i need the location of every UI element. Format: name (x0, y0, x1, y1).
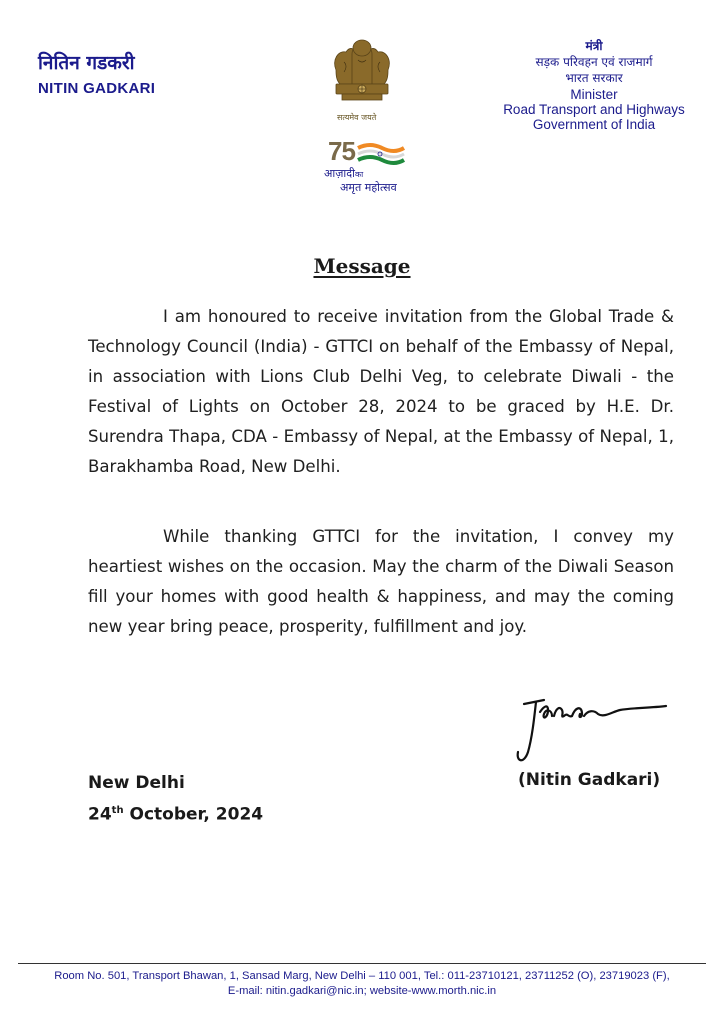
designation-english-3: Government of India (532, 117, 656, 132)
date-text (88, 797, 263, 829)
emblem-motto: सत्यमेव जयते (337, 113, 377, 122)
footer-divider (18, 963, 706, 964)
designation-hindi-1: मंत्री (585, 39, 603, 53)
azadi-ka-amrit-mahotsav-logo (322, 132, 412, 194)
flag-waves-icon (356, 142, 406, 166)
date-day: 24 (88, 804, 112, 825)
sender-name-block (38, 52, 155, 97)
designation-hindi-2: सड़क परिवहन एवं राजमार्ग (535, 55, 653, 69)
national-emblem-icon (322, 32, 402, 114)
paragraph-1-text: I am honoured to receive invitation from the Global Trade & Technology Council (India) - GTTCI on behalf of the Embassy of Nepal, in association with Lions Club Delhi Veg, to celebrate Diwali - the Festival of Lights on October 28, 2024 to be graced by H.E. Dr. Surendra Thapa, CDA - Embassy of Nepal, at the Embassy of Nepal, 1, Barakhamba Road, New Delhi. (88, 307, 674, 476)
letter-title: Message (313, 254, 411, 278)
signatory-name: (Nitin Gadkari) (518, 770, 661, 790)
handwritten-signature (510, 690, 680, 772)
footer-address (0, 969, 724, 999)
designation-hindi-3: भारत सरकार (565, 71, 623, 85)
place-date-block (88, 770, 263, 829)
date-month-year: October, 2024 (123, 804, 264, 825)
azadi-text-line1 (324, 166, 363, 181)
footer-line-2: E-mail: nitin.gadkari@nic.in; website-www.morth.nic.in (227, 985, 497, 997)
sender-name-english: NITIN GADKARI (38, 80, 156, 97)
message-paragraph-1 (88, 302, 674, 482)
azadi-75-number: 75 (328, 136, 355, 166)
place-text: New Delhi (88, 773, 185, 793)
azadi-word: आज़ादी (324, 167, 355, 180)
paragraph-2-text: While thanking GTTCI for the invitation, I convey my heartiest wishes on the occasion. May the charm of the Diwali Season fill your homes with good health & happiness, and may the coming new year bring peace, prosperity, fulfillment and joy. (88, 527, 674, 636)
designation-english-1: Minister (570, 87, 618, 102)
designation-block (494, 38, 694, 132)
date-suffix: th (111, 805, 124, 816)
footer-line-1: Room No. 501, Transport Bhawan, 1, Sansad Marg, New Delhi – 110 001, Tel.: 011-23710121, 23711252 (O), 23719023 (F), (54, 970, 670, 982)
message-paragraph-2 (88, 522, 674, 642)
azadi-text-line2: अमृत महोत्सव (340, 181, 397, 194)
azadi-ka-word: का (354, 170, 364, 179)
designation-english-2: Road Transport and Highways (503, 102, 685, 117)
sender-name-hindi: नितिन गडकरी (38, 52, 135, 74)
